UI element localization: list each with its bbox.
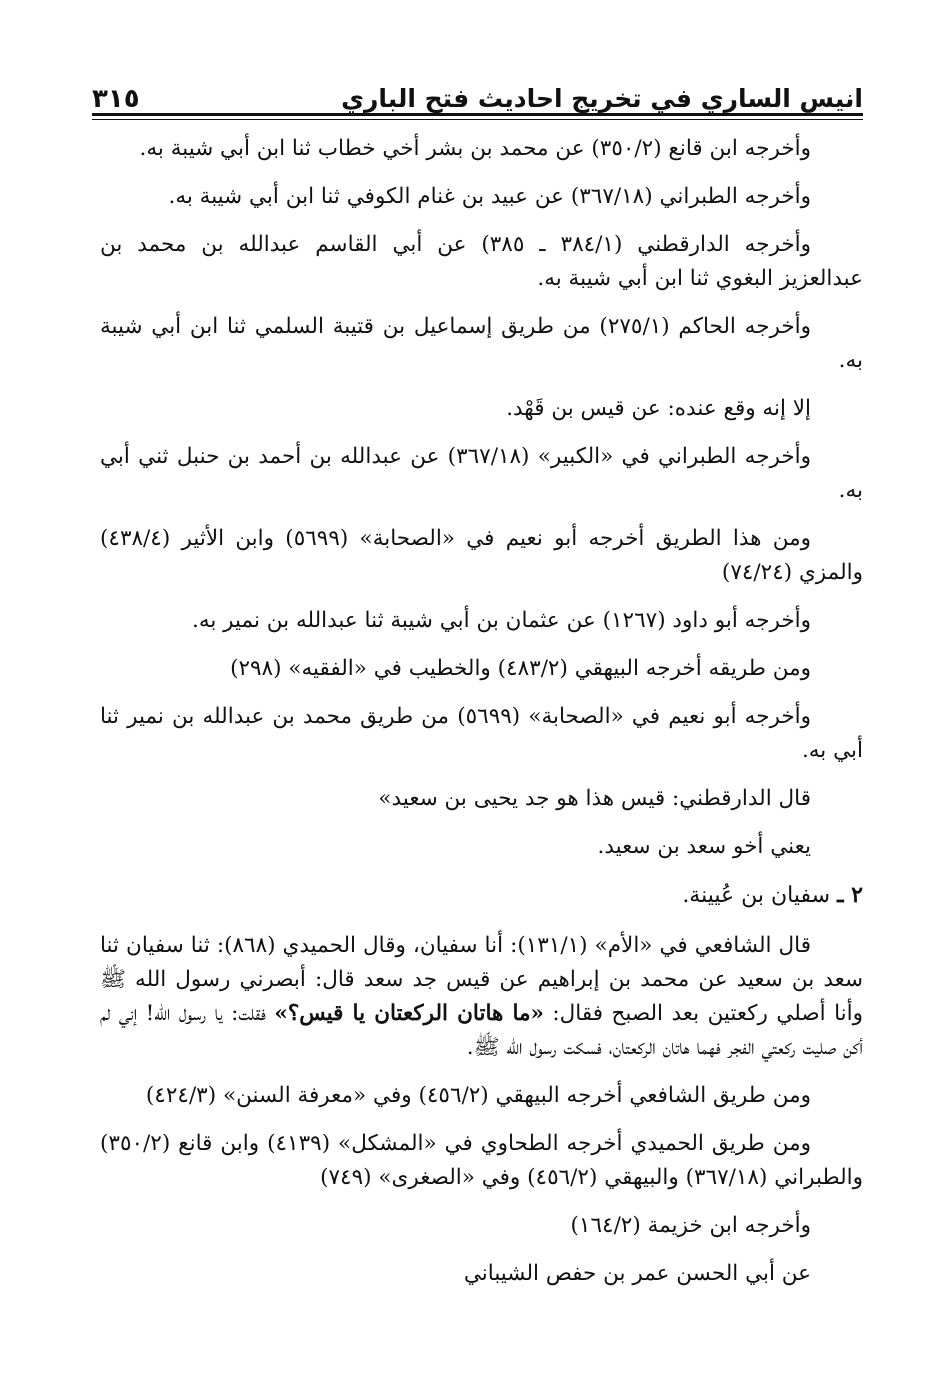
paragraph: عن أبي الحسن عمر بن حفص الشيباني: [463, 1261, 811, 1286]
section-title: سفيان بن عُيينة.: [682, 883, 831, 908]
paragraph: ومن طريقه أخرجه البيهقي (٤٨٣/٢) والخطيب في «الفقيه» (٢٩٨): [230, 656, 811, 681]
paragraph: وأخرجه الدارقطني (٣٨٤/١ ـ ٣٨٥) عن أبي القاسم عبدالله بن محمد بن عبدالعزيز البغوي ثنا ابن أبي شيبة به.: [100, 232, 863, 291]
page-number: ٣١٥: [92, 84, 140, 114]
hadith-paragraph: [100, 929, 863, 1065]
paragraph: إلا إنه وقع عنده: عن قيس بن قَهْد.: [506, 396, 811, 421]
section-heading: [100, 878, 863, 913]
main-text: [100, 132, 863, 1305]
header-rule-thick: [92, 113, 863, 116]
paragraph: وأخرجه ابن خزيمة (١٦٤/٢): [570, 1213, 811, 1238]
paragraph: وأخرجه ابن قانع (٣٥٠/٢) عن محمد بن بشر أخي خطاب ثنا ابن أبي شيبة به.: [139, 136, 811, 161]
paragraph: ومن طريق الحميدي أخرجه الطحاوي في «المشكل» (٤١٣٩) وابن قانع (٣٥٠/٢) والطبراني (٣٦٧/١٨) والبيهقي (٤٥٦/٢) وفي «الصغرى» (٧٤٩): [100, 1131, 863, 1190]
paragraph: وأخرجه الطبراني في «الكبير» (٣٦٧/١٨) عن عبدالله بن أحمد بن حنبل ثني أبي به.: [100, 444, 863, 503]
paragraph: وأخرجه الطبراني (٣٦٧/١٨) عن عبيد بن غنام الكوفي ثنا ابن أبي شيبة به.: [168, 184, 811, 209]
hadith-text-part1: قال الشافعي في «الأم» (١٣١/١): أنا سفيان، وقال الحميدي (٨٦٨): ثنا سفيان ثنا سعد بن سعيد عن محمد بن إبراهيم عن قيس جد سعد قال: أبصرني رسول الله ﷺ وأنا أصلي ركعتين بعد الصبح فقال:: [100, 933, 863, 1026]
paragraph: ومن طريق الشافعي أخرجه البيهقي (٤٥٦/٢) وفي «معرفة السنن» (٤٢٤/٣): [145, 1083, 811, 1108]
paragraph: ومن هذا الطريق أخرجه أبو نعيم في «الصحابة» (٥٦٩٩) وابن الأثير (٤٣٨/٤) والمزي (٧٤/٢٤): [100, 526, 863, 585]
paragraph: وأخرجه الحاكم (٢٧٥/١) من طريق إسماعيل بن قتيبة السلمي ثنا ابن أبي شيبة به.: [100, 314, 863, 373]
running-header: [92, 74, 863, 114]
hadith-quote: «ما هاتان الركعتان يا قيس؟»: [274, 1001, 544, 1026]
section-number: ٢ ـ: [837, 882, 863, 908]
paragraph: وأخرجه أبو نعيم في «الصحابة» (٥٦٩٩) من طريق محمد بن عبدالله بن نمير ثنا أبي به.: [100, 704, 863, 763]
hadith-text-part2: فقلت: يا رسول الله! إني لم أكن صليت ركعتي الفجر فهما هاتان الركعتان، فسكت رسول الله ﷺ.: [100, 1001, 863, 1060]
paragraph: يعني أخو سعد بن سعيد.: [597, 834, 811, 859]
book-title: انيس الساري في تخريج احاديث فتح الباري: [341, 84, 863, 113]
paragraph: قال الدارقطني: قيس هذا هو جد يحيى بن سعيد»: [378, 786, 811, 811]
header-rule-thin: [92, 119, 863, 120]
paragraph: وأخرجه أبو داود (١٢٦٧) عن عثمان بن أبي شيبة ثنا عبدالله بن نمير به.: [191, 608, 811, 633]
